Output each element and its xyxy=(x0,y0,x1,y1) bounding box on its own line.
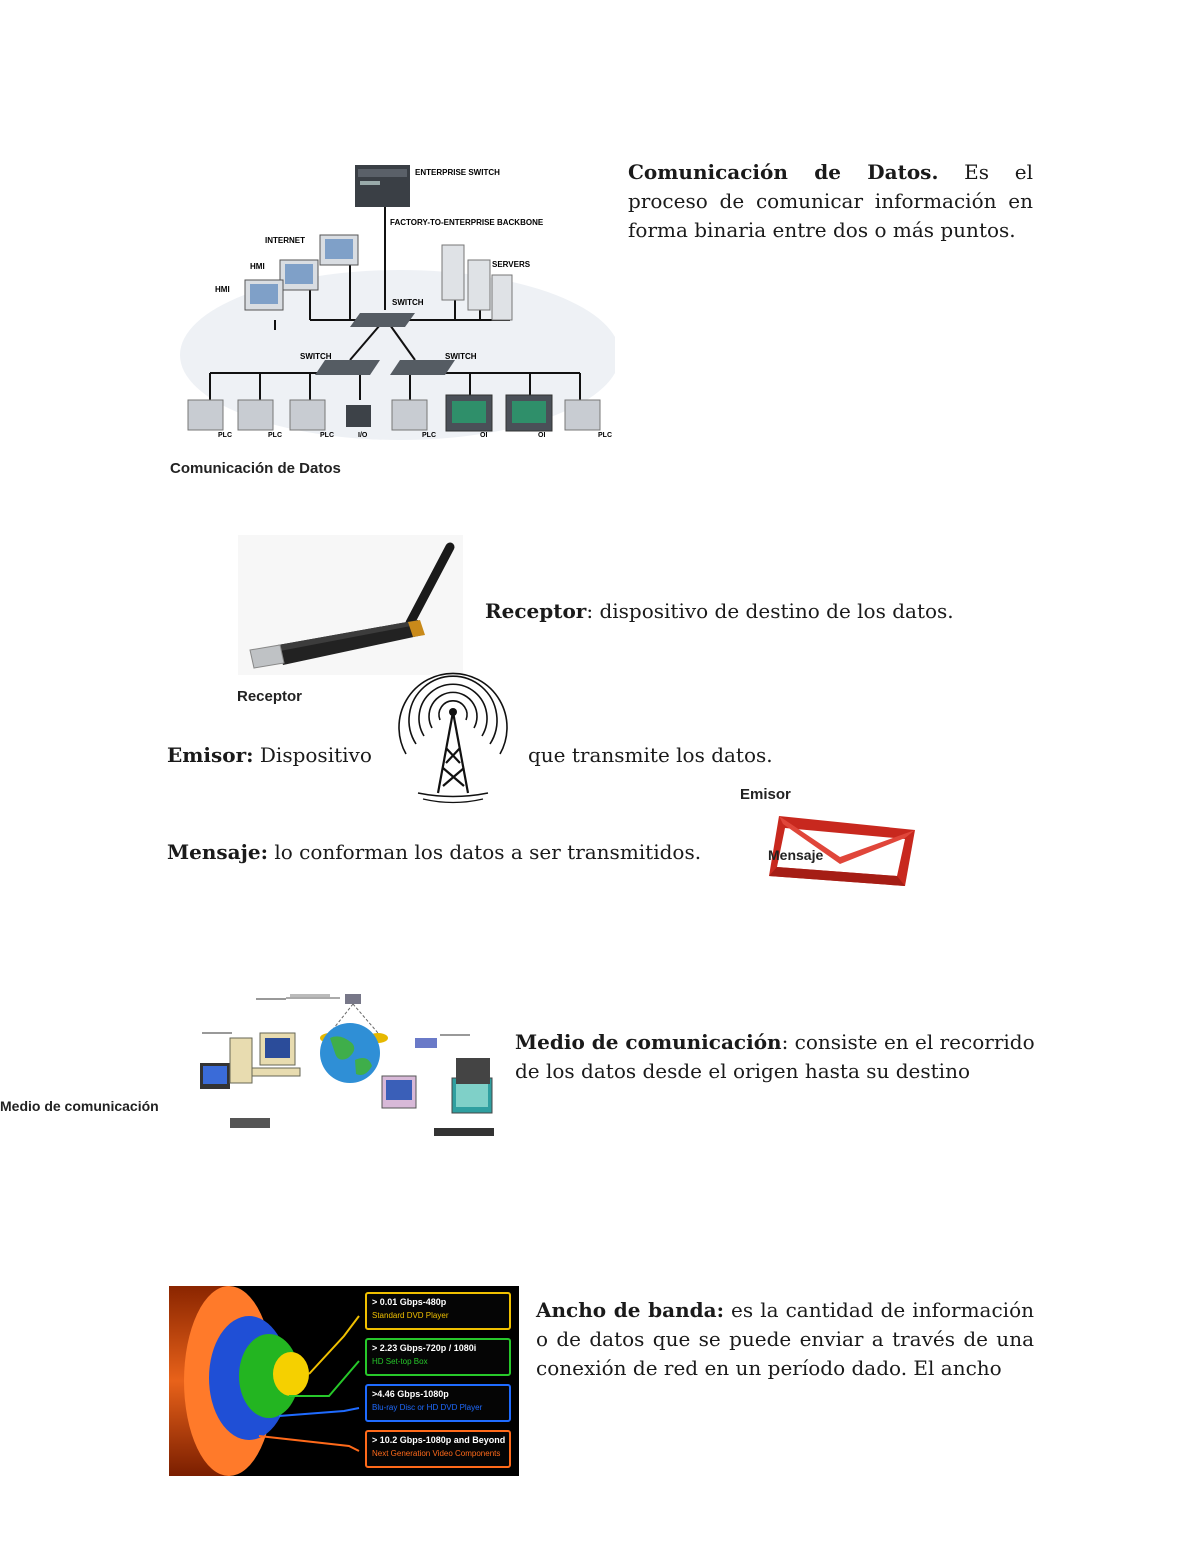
term-medio: Medio de comunicación xyxy=(515,1030,782,1054)
svg-text:ENTERPRISE SWITCH: ENTERPRISE SWITCH xyxy=(415,168,500,177)
svg-text:OI: OI xyxy=(538,432,546,439)
svg-text:PLC: PLC xyxy=(218,432,232,439)
svg-text:I/O: I/O xyxy=(358,432,368,439)
svg-text:SWITCH: SWITCH xyxy=(300,352,332,361)
caption-emisor: Emisor xyxy=(740,786,791,803)
paragraph-receptor: Receptor: dispositivo de destino de los datos. xyxy=(485,599,954,623)
term-mensaje: Mensaje: xyxy=(167,840,268,864)
paragraph-mensaje: Mensaje: lo conforman los datos a ser transmitidos. xyxy=(167,840,702,864)
paragraph-emisor-start: Emisor: Dispositivo xyxy=(167,743,372,767)
caption-receptor: Receptor xyxy=(237,688,303,705)
svg-text:OI: OI xyxy=(480,432,488,439)
svg-text:PLC: PLC xyxy=(598,432,612,439)
bandwidth-tier-speed: > 0.01 Gbps-480p xyxy=(372,1297,447,1307)
bandwidth-tier-speed: >4.46 Gbps-1080p xyxy=(372,1389,449,1399)
svg-text:PLC: PLC xyxy=(320,432,334,439)
bandwidth-tier-description: Next Generation Video Components xyxy=(372,1449,501,1458)
usb-receiver-image xyxy=(238,535,463,675)
paragraph-emisor-end: que transmite los datos. xyxy=(528,743,773,767)
bandwidth-tier-speed: > 10.2 Gbps-1080p and Beyond xyxy=(372,1435,506,1445)
svg-text:PLC: PLC xyxy=(422,432,436,439)
bandwidth-tier-box xyxy=(365,1338,511,1376)
term-receptor: Receptor xyxy=(485,599,587,623)
bandwidth-tier-box xyxy=(365,1430,511,1468)
bandwidth-diagram xyxy=(169,1286,519,1476)
svg-text:SWITCH: SWITCH xyxy=(445,352,477,361)
svg-text:FACTORY-TO-ENTERPRISE BACKBONE: FACTORY-TO-ENTERPRISE BACKBONE xyxy=(390,218,544,227)
term-emisor: Emisor: xyxy=(167,743,254,767)
caption-comunicacion: Comunicación de Datos xyxy=(170,460,341,477)
bandwidth-tier-box xyxy=(365,1384,511,1422)
bandwidth-tier-description: HD Set-top Box xyxy=(372,1357,428,1366)
svg-text:SERVERS: SERVERS xyxy=(492,260,531,269)
svg-text:INTERNET: INTERNET xyxy=(265,236,305,245)
paragraph-ancho-banda: Ancho de banda: es la cantidad de información o de datos que se puede enviar a través de una conexión de red en un período dado. El ancho xyxy=(536,1298,1034,1380)
svg-text:HMI: HMI xyxy=(250,262,265,271)
bandwidth-tier-speed: > 2.23 Gbps-720p / 1080i xyxy=(372,1343,477,1353)
network-diagram xyxy=(170,155,615,450)
paragraph-comunicacion: Comunicación de Datos. Es el proceso de comunicar información en forma binaria entre dos o más puntos. xyxy=(628,160,1033,242)
communication-medium-diagram xyxy=(190,988,505,1143)
svg-text:PLC: PLC xyxy=(268,432,282,439)
svg-text:SWITCH: SWITCH xyxy=(392,298,424,307)
term-ancho-banda: Ancho de banda: xyxy=(536,1298,724,1322)
enterprise-switch-icon xyxy=(355,165,410,207)
bandwidth-tier-description: Standard DVD Player xyxy=(372,1311,449,1320)
caption-mensaje: Mensaje xyxy=(768,847,824,863)
radio-tower-icon xyxy=(398,668,508,806)
bandwidth-tier-box xyxy=(365,1292,511,1330)
paragraph-medio: Medio de comunicación: consiste en el recorrido de los datos desde el origen hasta su destino xyxy=(515,1030,1035,1083)
bandwidth-tier-description: Blu-ray Disc or HD DVD Player xyxy=(372,1403,483,1412)
caption-medio: Medio de comunicación xyxy=(0,1098,159,1114)
term-comunicacion: Comunicación de Datos. xyxy=(628,160,939,184)
svg-text:HMI: HMI xyxy=(215,285,230,294)
